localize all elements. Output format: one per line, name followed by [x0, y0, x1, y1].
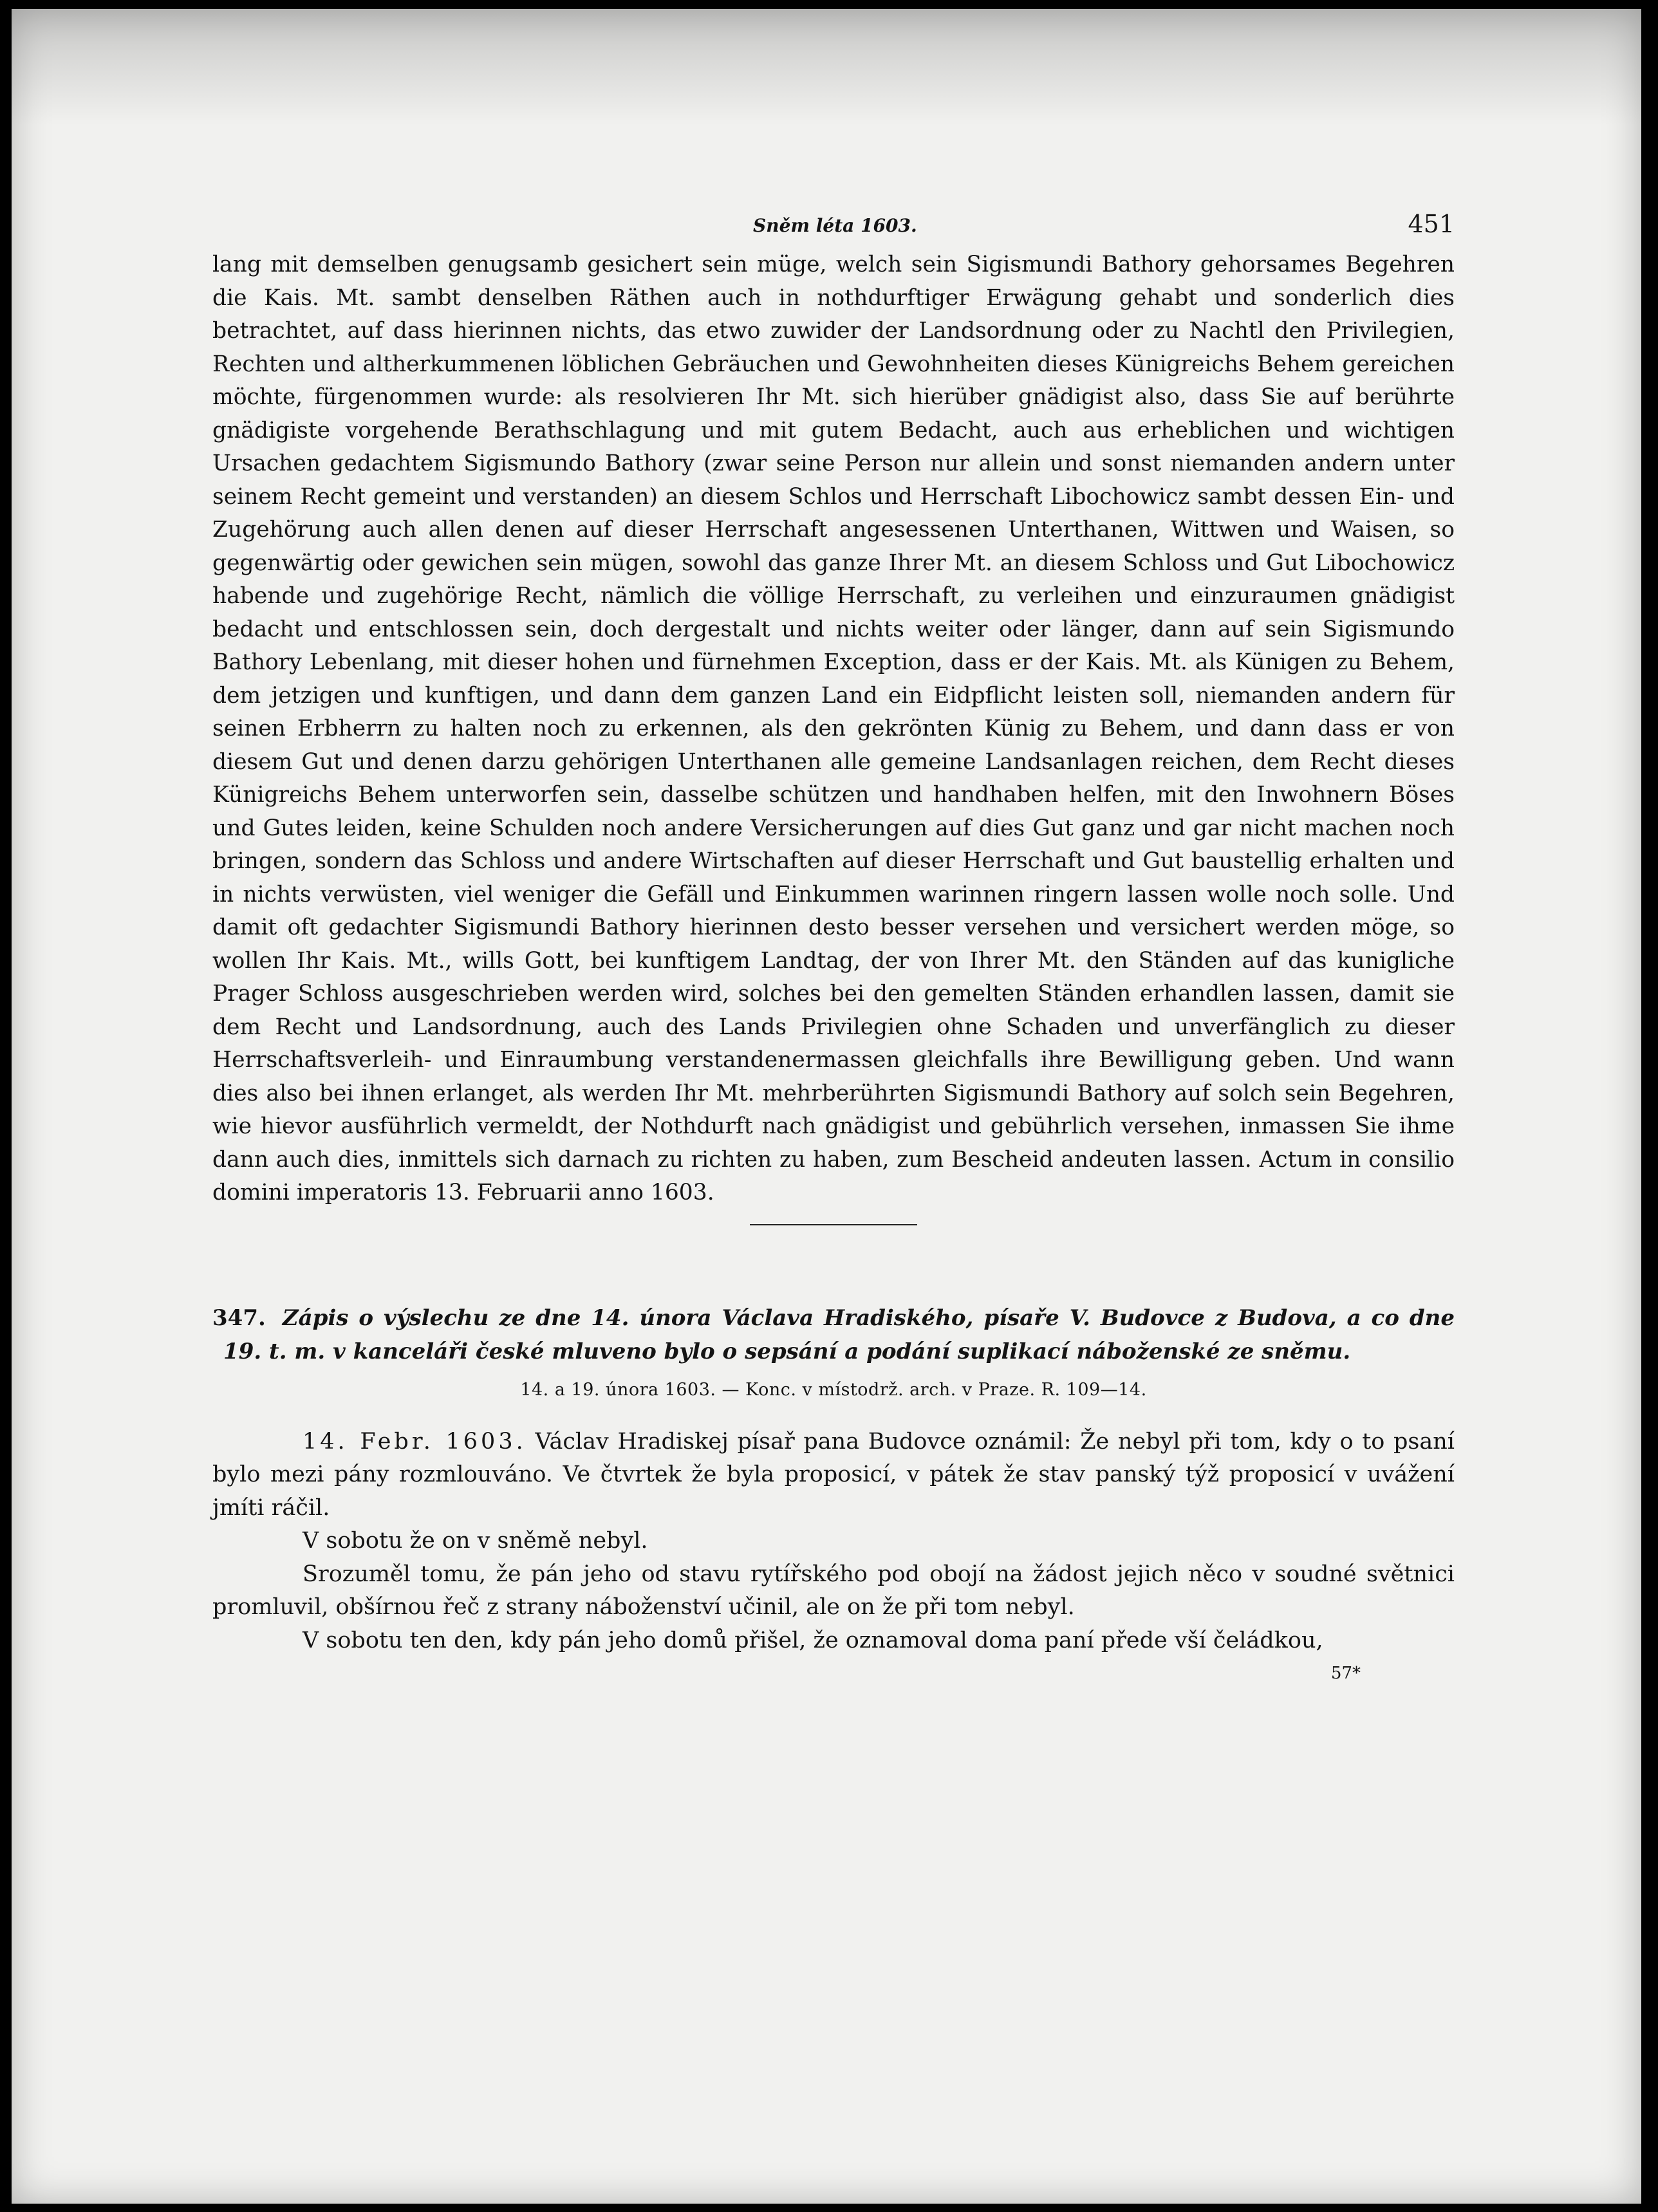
document-number: 347. [212, 1305, 266, 1331]
section-divider [750, 1224, 917, 1225]
page-number: 451 [1408, 210, 1455, 238]
record-paragraph-3: Srozuměl tomu, že pán jeho od stavu rytířského pod obojí na žádost jejich něco v soudné světnici promluvil, obšírnou řeč z strany náboženství učinil, ale on že při tom nebyl. [212, 1561, 1455, 1620]
record-date: 14. Febr. 1603. [303, 1428, 526, 1455]
page-content [212, 210, 1455, 1683]
record-paragraph-1-text: Václav Hradiskej písař pana Budovce oznámil: Že nebyl při tom, kdy o to psaní bylo mezi pány rozmlouváno. Ve čtvrtek že byla proposicí, v pátek že stav panský týž proposicí v uvážení jmíti ráčil. [212, 1428, 1455, 1521]
german-decree-text: lang mit demselben genugsamb gesichert sein müge, welch sein Sigismundi Bathory gehorsames Begehren die Kais. Mt. sambt denselben Räthen auch in nothdurftiger Erwägung gehabt und sonderlich dies betrachtet, auf dass hierinnen nichts, das etwo zuwider der Landsordnung oder zu Nachtl den Privilegien, Rechten und altherkummenen löblichen Gebräuchen und Gewohnheiten dieses Künigreichs Behem gereichen möchte, fürgenommen wurde: als resolvieren Ihr Mt. sich hierüber gnädigist also, dass Sie auf berührte gnädigiste vorgehende Berathschlagung und mit gutem Bedacht, auch aus erheblichen und wichtigen Ursachen gedachtem Sigismundo Bathory (zwar seine Person nur allein und sonst niemanden andern unter seinem Recht gemeint und verstanden) an diesem Schlos und Herrschaft Libochowicz sambt dessen Ein- und Zugehörung auch allen denen auf dieser Herrschaft angesessenen Unterthanen, Wittwen und Waisen, so gegenwärtig oder gewichen sein mügen, sowohl das ganze Ihrer Mt. an diesem Schloss und Gut Libochowicz habende und zugehörige Recht, nämlich die völlige Herrschaft, zu verleihen und einzuraumen gnädigist bedacht und entschlossen sein, doch dergestalt und nichts weiter oder länger, dann auf sein Sigismundo Bathory Lebenlang, mit dieser hohen und fürnehmen Exception, dass er der Kais. Mt. als Künigen zu Behem, dem jetzigen und kunftigen, und dann dem ganzen Land ein Eidpflicht leisten soll, niemanden andern für seinen Erbherrn zu halten noch zu erkennen, als den gekrönten Künig zu Behem, und dann dass er von diesem Gut und denen darzu gehörigen Unterthanen alle gemeine Landsanlagen reichen, dem Recht dieses Künigreichs Behem unterworfen sein, dasselbe schützen und handhaben helfen, mit den Inwohnern Böses und Gutes leiden, keine Schulden noch andere Versicherungen auf dies Gut ganz und gar nicht machen noch bringen, sondern das Schloss und andere Wirtschaften auf dieser Herrschaft und Gut baustellig erhalten und in nichts verwüsten, viel weniger die Gefäll und Einkummen warinnen ringern lassen wolle noch solle. Und damit oft gedachter Sigismundi Bathory hierinnen desto besser versehen und versichert werden möge, so wollen Ihr Kais. Mt., wills Gott, bei kunftigem Landtag, der von Ihrer Mt. den Ständen auf das kunigliche Prager Schloss ausgeschrieben werden wird, solches bei den gemelten Ständen erhandlen lassen, damit sie dem Recht und Landsordnung, auch des Lands Privilegien ohne Schaden und unverfänglich zu dieser Herrschaftsverleih- und Einraumbung verstandenermassen gleichfalls ihre Bewilligung geben. Und wann dies also bei ihnen erlanget, als werden Ihr Mt. mehrberührten Sigismundi Bathory auf solch sein Begehren, wie hievor ausführlich vermeldt, der Nothdurft nach gnädigist und gebührlich versehen, inmassen Sie ihme dann auch dies, inmittels sich darnach zu richten zu haben, zum Bescheid andeuten lassen. Actum in consilio domini imperatoris 13. Februarii anno 1603. [212, 252, 1455, 1205]
document-title: Zápis o výslechu ze dne 14. února Václava Hradiského, písaře V. Budovce z Budova, a co dne 19. t. m. v kanceláři české mluveno bylo o sepsání a podání suplikací náboženské ze sněmu. [223, 1305, 1455, 1364]
record-paragraph-2: V sobotu že on v sněmě nebyl. [303, 1528, 648, 1554]
printer-signature: 57* [1330, 1664, 1361, 1683]
record-paragraph-4: V sobotu ten den, kdy pán jeho domů přišel, že oznamoval doma paní přede vší čeládkou, [303, 1627, 1323, 1653]
record-paragraph-1 [212, 1426, 1455, 1525]
archival-source: 14. a 19. února 1603. — Konc. v místodrž. arch. v Praze. R. 109—14. [520, 1379, 1147, 1400]
document-heading [212, 1301, 1455, 1368]
book-page [12, 9, 1641, 2204]
running-title: Sněm léta 1603. [753, 215, 917, 236]
running-head [212, 210, 1455, 248]
